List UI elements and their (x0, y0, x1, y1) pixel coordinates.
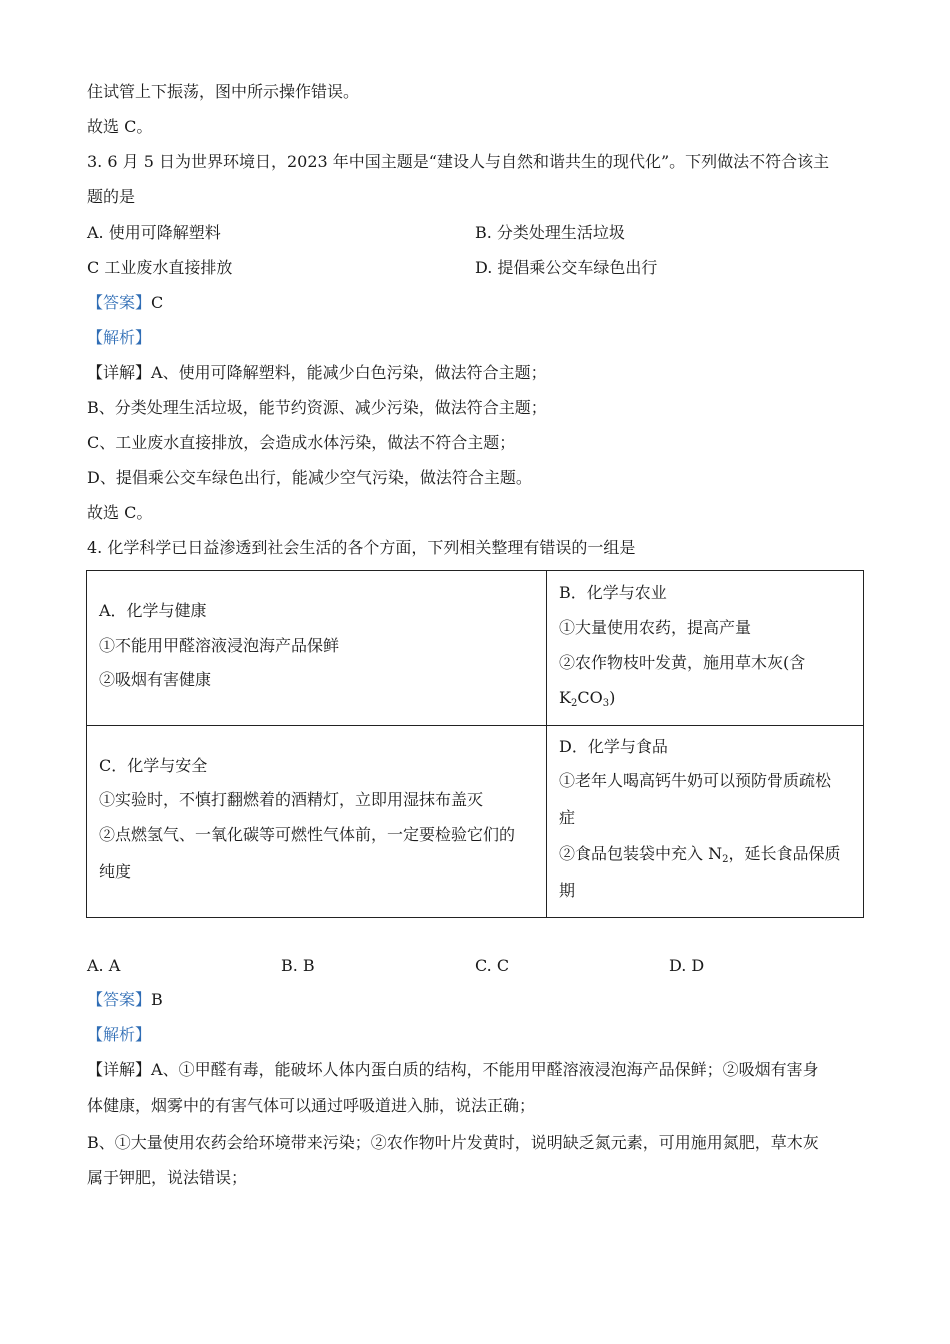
q4-cell-d-line2: 症 (559, 808, 576, 827)
q4-cell-b-formula-k: K (559, 688, 571, 707)
q4-option-b: B. B (281, 956, 315, 975)
q4-stem: 4. 化学科学已日益渗透到社会生活的各个方面，下列相关整理有错误的一组是 (87, 538, 636, 557)
q3-answer-value: C (151, 293, 164, 312)
q4-cell-c-line1: ①实验时，不慎打翻燃着的酒精灯，立即用湿抹布盖灭 (99, 790, 484, 809)
q4-options-table (86, 570, 864, 918)
q4-option-d: D. D (669, 956, 705, 975)
prev-explanation-line: 住试管上下振荡，图中所示操作错误。 (87, 82, 360, 101)
q4-cell-c-title: C．化学与安全 (99, 756, 208, 775)
q4-cell-d-line3 (559, 844, 840, 864)
q4-detail-label: 【详解】 (87, 1060, 152, 1079)
q4-cell-d-title: D．化学与食品 (559, 737, 668, 756)
q4-cell-b-formula-co: CO (577, 688, 603, 707)
q4-cell-a (87, 571, 547, 726)
q4-cell-a-line1: ①不能用甲醛溶液浸泡海产品保鲜 (99, 636, 340, 655)
q3-detail-d: D、提倡乘公交车绿色出行，能减少空气污染，做法符合主题。 (87, 468, 532, 487)
q3-answer-label: 【答案】 (87, 293, 152, 312)
q4-cell-d (547, 726, 864, 918)
q4-answer-value: B (151, 990, 163, 1009)
q4-cell-d-line1: ①老年人喝高钙牛奶可以预防骨质疏松 (559, 771, 832, 790)
q4-cell-d-text-suffix: ，延长食品保质 (728, 844, 841, 863)
q4-detail-a1-text: A、①甲醛有毒，能破坏人体内蛋白质的结构，不能用甲醛溶液浸泡海产品保鲜；②吸烟有害身 (151, 1060, 819, 1079)
q4-cell-b-line2: ②农作物枝叶发黄，施用草木灰(含 (559, 653, 806, 672)
q4-cell-b-formula-sub1: 2 (570, 698, 578, 709)
q4-cell-d-text-n: ②食品包装袋中充入 N (559, 844, 723, 863)
q3-answer-line (87, 293, 163, 313)
q3-detail-c: C、工业废水直接排放，会造成水体污染，做法不符合主题； (87, 433, 516, 452)
q4-option-a: A. A (87, 956, 121, 975)
prev-choose-line: 故选 C。 (87, 117, 153, 136)
q4-cell-c (87, 726, 547, 918)
q4-cell-b-formula-close: ) (609, 688, 616, 707)
q4-cell-a-line2: ②吸烟有害健康 (99, 670, 212, 689)
q3-option-d: D. 提倡乘公交车绿色出行 (475, 258, 658, 277)
q4-analysis-label: 【解析】 (87, 1025, 152, 1044)
q4-cell-d-line4: 期 (559, 881, 576, 900)
q3-detail-b: B、分类处理生活垃圾，能节约资源、减少污染，做法符合主题； (87, 398, 547, 417)
q4-cell-b-line1: ①大量使用农药，提高产量 (559, 618, 752, 637)
q3-choose-line: 故选 C。 (87, 503, 153, 522)
q4-cell-c-line3: 纯度 (99, 862, 132, 881)
q3-stem-line2: 题的是 (87, 187, 136, 206)
q4-cell-b (547, 571, 864, 726)
q4-detail-a1 (87, 1060, 819, 1080)
q3-stem-line1: 3. 6 月 5 日为世界环境日，2023 年中国主题是“建设人与自然和谐共生的现代化”。下列做法不符合该主 (87, 152, 830, 171)
q4-cell-b-line3 (559, 688, 615, 708)
q4-cell-d-formula-sub: 2 (722, 854, 729, 865)
q4-answer-label: 【答案】 (87, 990, 152, 1009)
q3-detail-a (87, 363, 547, 383)
q3-detail-label: 【详解】 (87, 363, 152, 382)
q4-option-c: C. C (475, 956, 510, 975)
q4-detail-b2: 属于钾肥，说法错误； (87, 1168, 248, 1187)
q3-option-a: A. 使用可降解塑料 (87, 223, 221, 242)
q4-cell-b-title: B．化学与农业 (559, 583, 667, 602)
q3-analysis-label: 【解析】 (87, 328, 152, 347)
q4-answer-line (87, 990, 163, 1010)
q4-cell-b-formula-sub2: 3 (602, 698, 610, 709)
q4-detail-b1: B、①大量使用农药会给环境带来污染；②农作物叶片发黄时，说明缺乏氮元素，可用施用氮肥，草木灰 (87, 1133, 819, 1152)
q3-option-b: B. 分类处理生活垃圾 (475, 223, 625, 242)
q4-cell-a-title: A．化学与健康 (99, 601, 207, 620)
q4-detail-a2: 体健康，烟雾中的有害气体可以通过呼吸道进入肺，说法正确； (87, 1096, 536, 1115)
q4-cell-c-line2: ②点燃氢气、一氧化碳等可燃性气体前，一定要检验它们的 (99, 825, 516, 844)
q3-detail-a-text: A、使用可降解塑料，能减少白色污染，做法符合主题； (151, 363, 547, 382)
q3-option-c: C 工业废水直接排放 (87, 258, 233, 277)
